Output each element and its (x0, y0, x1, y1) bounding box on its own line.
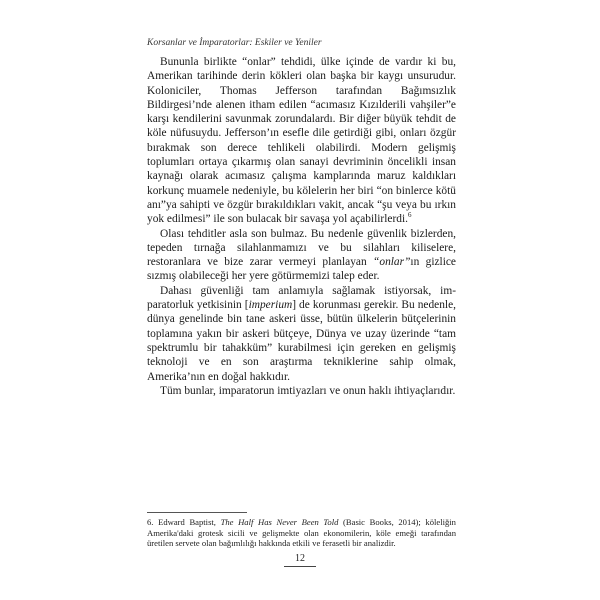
paragraph-3 (147, 284, 456, 384)
running-head: Korsanlar ve İmparatorlar: Eskiler ve Yeniler (147, 38, 322, 48)
paragraph-2-text-end: ın gizlice sızmış olabileceği her yere götürmemizi talep eder. (147, 256, 456, 283)
page-number-underline (284, 566, 316, 567)
footnote-reference[interactable]: 6 (407, 211, 412, 220)
paragraph-2-text-start: Olası tehditler asla son bulmaz. Bu nedenle güvenlik bizlerden, tepeden tırnağa silahlanmamızı ve bu silahları kiliselere, restoranlara ve bize zarar vermeyi planlayan (147, 227, 456, 269)
paragraph-2 (147, 227, 456, 284)
page-number: 12 (295, 553, 305, 564)
footnote-book-title: The Half Has Never Been Told (220, 517, 339, 527)
paragraph-3-text-end: ] de korunması gerekir. Bu nedenle, dünya genelinde bin tane askeri üsse, bütün ülkelerin bütçelerinin toplamına yakın bir askeri bütçeye, Dünya ve uzay üzerinde “tam spektrumlu bir tahakküm” kurabilmesi için gereken en gelişmiş teknoloji ve en son araştırma tekniklerine sahip olmak, Amerika’nın en doğal hakkıdır. (147, 299, 456, 383)
paragraph-3-text-start: Dahası güvenliği tam anlamıyla sağlamak istiyorsak, imparatorluk yetkisinin [ (147, 284, 456, 312)
footnote-number: 6. (147, 517, 154, 527)
footnote-divider (147, 512, 247, 513)
paragraph-1-text: Bununla birlikte “onlar” tehdidi, ülke içinde de vardır ki bu, Amerikan tarihinde derin kökleri olan başka bir kaygı unsurudur. Koloniciler, Thomas Jefferson tarafından Bağımsızlık Bildirgesi’nde alenen itham edilen “acımasız Kızılderili vahşiler”e karşı kendilerini savunmak zorundalardı. Bir diğer büyük tehdit de köle nüfusuydu. Jefferson’ın esefle dile getirdiği gibi, onları özgür bırakmak son derece tehlikeli olabilirdi. Modern gelişmiş toplumları ortaya çıkarmış olan sanayi devriminin öncelikli insan kaynağı olarak acımasız çalışma kamplarında maruz kaldıkları korkunç muamele nedeniyle, bu kölelerin her biri “on binlerce kötü anı”ya sahipti ve özgür bırakıldıkları vakit, ancak “şu veya bu ırkın yok edilmesi” ile son bulacak bir savaşa yol açabilirlerdi. (147, 56, 456, 226)
footnote-text: (Basic Books, 2014); köleliğin Amerika'daki grotesk sicili ve gelişmekte olan ekonomilerin, köle emeği tarafından üretilen servete olan bağımlılığı hakkında etkili ve ferasetli bir analizdir. (147, 517, 456, 549)
paragraph-1 (147, 55, 456, 227)
paragraph-4 (147, 384, 456, 398)
footnote (147, 517, 456, 549)
paragraph-4-text: Tüm bunlar, imparatorun imtiyazları ve onun haklı ihtiyaçlarıdır. (160, 384, 456, 397)
footnote-author: Edward Baptist, (158, 517, 221, 527)
paragraph-2-italic-term: “onlar” (373, 256, 411, 269)
paragraph-3-italic-term: imperium (248, 299, 293, 312)
body-text (147, 55, 456, 398)
